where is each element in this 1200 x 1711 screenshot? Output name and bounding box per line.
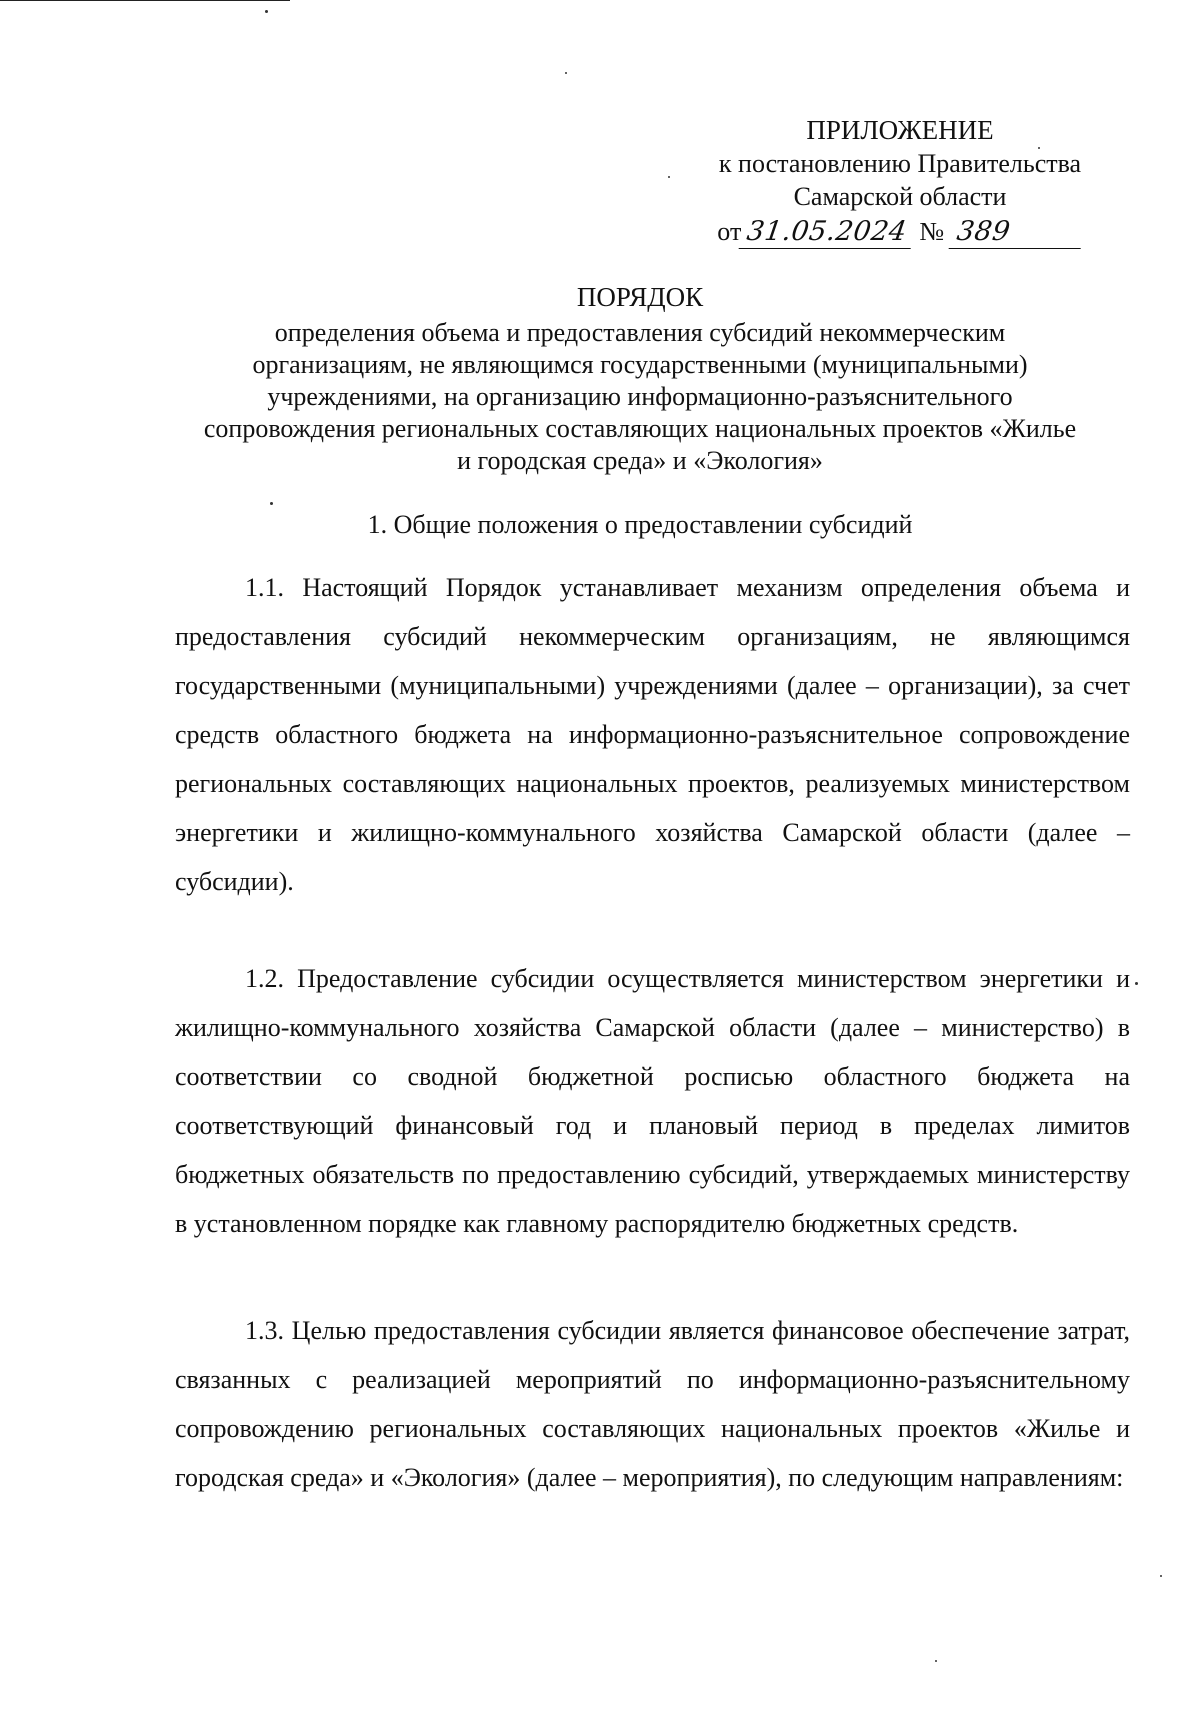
paragraph-1-2-container bbox=[175, 954, 1130, 1248]
scan-speck bbox=[265, 10, 268, 13]
paragraph-1-2: 1.2. Предоставление субсидии осуществляется министерством энергетики и жилищно-коммунального хозяйства Самарской области (далее – министерство) в соответствии со сводной бюджетной росписью областного бюджета на соответствующий финансовый год и плановый период в пределах лимитов бюджетных обязательств по предоставлению субсидий, утверждаемых министерству в установленном порядке как главному распорядителю бюджетных средств. bbox=[175, 964, 1130, 1238]
appendix-heading: ПРИЛОЖЕНИЕ bbox=[806, 115, 994, 145]
scan-speck bbox=[935, 1660, 937, 1662]
scan-speck bbox=[668, 176, 670, 178]
handwritten-number: 389 bbox=[948, 215, 1085, 249]
scan-speck bbox=[1135, 982, 1138, 985]
document-subtitle: определения объема и предоставления субсидий некоммерческим организациям, не являющимся государственными (муниципальными) учреждениями, на организацию информационно-разъяснительного сопровождения региональных составляющих национальных проектов «Жилье и городская среда» и «Экология» bbox=[203, 318, 1077, 475]
scan-speck bbox=[1038, 147, 1040, 149]
paragraph-1-3-container bbox=[175, 1306, 1130, 1502]
date-prefix: от bbox=[717, 217, 742, 246]
section-heading: 1. Общие положения о предоставлении субсидий bbox=[367, 510, 913, 539]
scan-artifact-line bbox=[0, 0, 290, 1]
appendix-line-region: Самарской области bbox=[793, 182, 1007, 211]
document-title: ПОРЯДОК bbox=[576, 282, 704, 312]
paragraph-1-3: 1.3. Целью предоставления субсидии является финансовое обеспечение затрат, связанных с реализацией мероприятий по информационно-разъяснительному сопровождению региональных составляющих национальных проектов «Жилье и городская среда» и «Экология» (далее – мероприятия), по следующим направлениям: bbox=[175, 1316, 1130, 1492]
appendix-line-decree: к постановлению Правительства bbox=[718, 149, 1082, 178]
scan-speck bbox=[270, 502, 273, 505]
scan-speck bbox=[565, 72, 567, 74]
appendix-date-number-line bbox=[717, 215, 1082, 249]
handwritten-date: 31.05.2024 bbox=[739, 215, 915, 249]
scan-speck bbox=[1160, 1575, 1162, 1577]
document-title-block bbox=[200, 281, 1080, 477]
appendix-block bbox=[680, 114, 1120, 249]
paragraph-1-1-container bbox=[175, 563, 1130, 906]
paragraph-1-1: 1.1. Настоящий Порядок устанавливает механизм определения объема и предоставления субсидий некоммерческим организациям, не являющимся государственными (муниципальными) учреждениями (далее – организации), за счет средств областного бюджета на информационно-разъяснительное сопровождение региональных составляющих национальных проектов, реализуемых министерством энергетики и жилищно-коммунального хозяйства Самарской области (далее – субсидии). bbox=[175, 573, 1130, 896]
number-prefix: № bbox=[919, 217, 945, 246]
